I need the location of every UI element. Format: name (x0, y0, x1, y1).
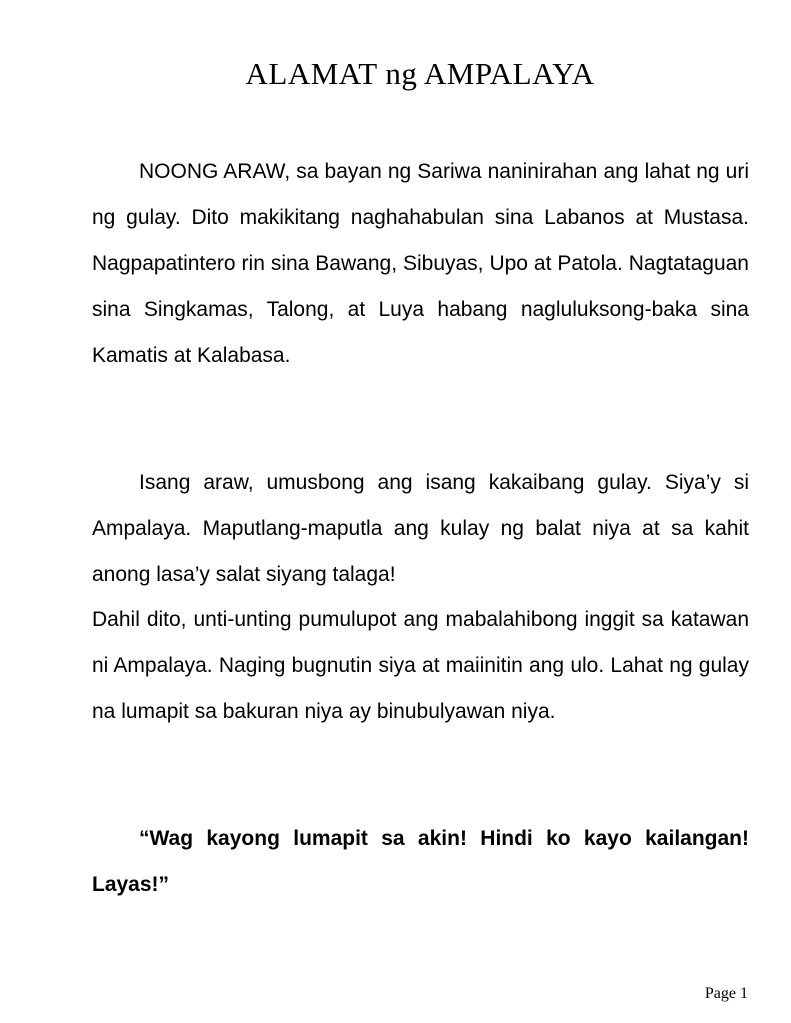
paragraph-intro: NOONG ARAW, sa bayan ng Sariwa naninirahan ang lahat ng uri ng gulay. Dito makikitang naghahabulan sina Labanos at Mustasa. Nagpapatintero rin sina Bawang, Sibuyas, Upo at Patola. Nagtataguan sina Singkamas, Talong, at Luya habang nagluluksong-baka sina Kamatis at Kalabasa. (92, 160, 749, 367)
paragraph-inggit: Dahil dito, unti-unting pumulupot ang mabalahibong inggit sa katawan ni Ampalaya. Naging bugnutin siya at maiinitin ang ulo. Lahat ng gulay na lumapit sa bakuran niya ay binubulyawan niya. (92, 608, 749, 723)
document-title: ALAMAT ng AMPALAYA (245, 56, 595, 91)
paragraph-quote: “Wag kayong lumapit sa akin! Hindi ko kayo kailangan! Layas!” (92, 827, 749, 896)
page-number: Page 1 (704, 985, 748, 1002)
paragraph-ampalaya: Isang araw, umusbong ang isang kakaibang gulay. Siya’y si Ampalaya. Maputlang-maputla ang kulay ng balat niya at sa kahit anong lasa’y salat siyang talaga! (92, 471, 749, 586)
